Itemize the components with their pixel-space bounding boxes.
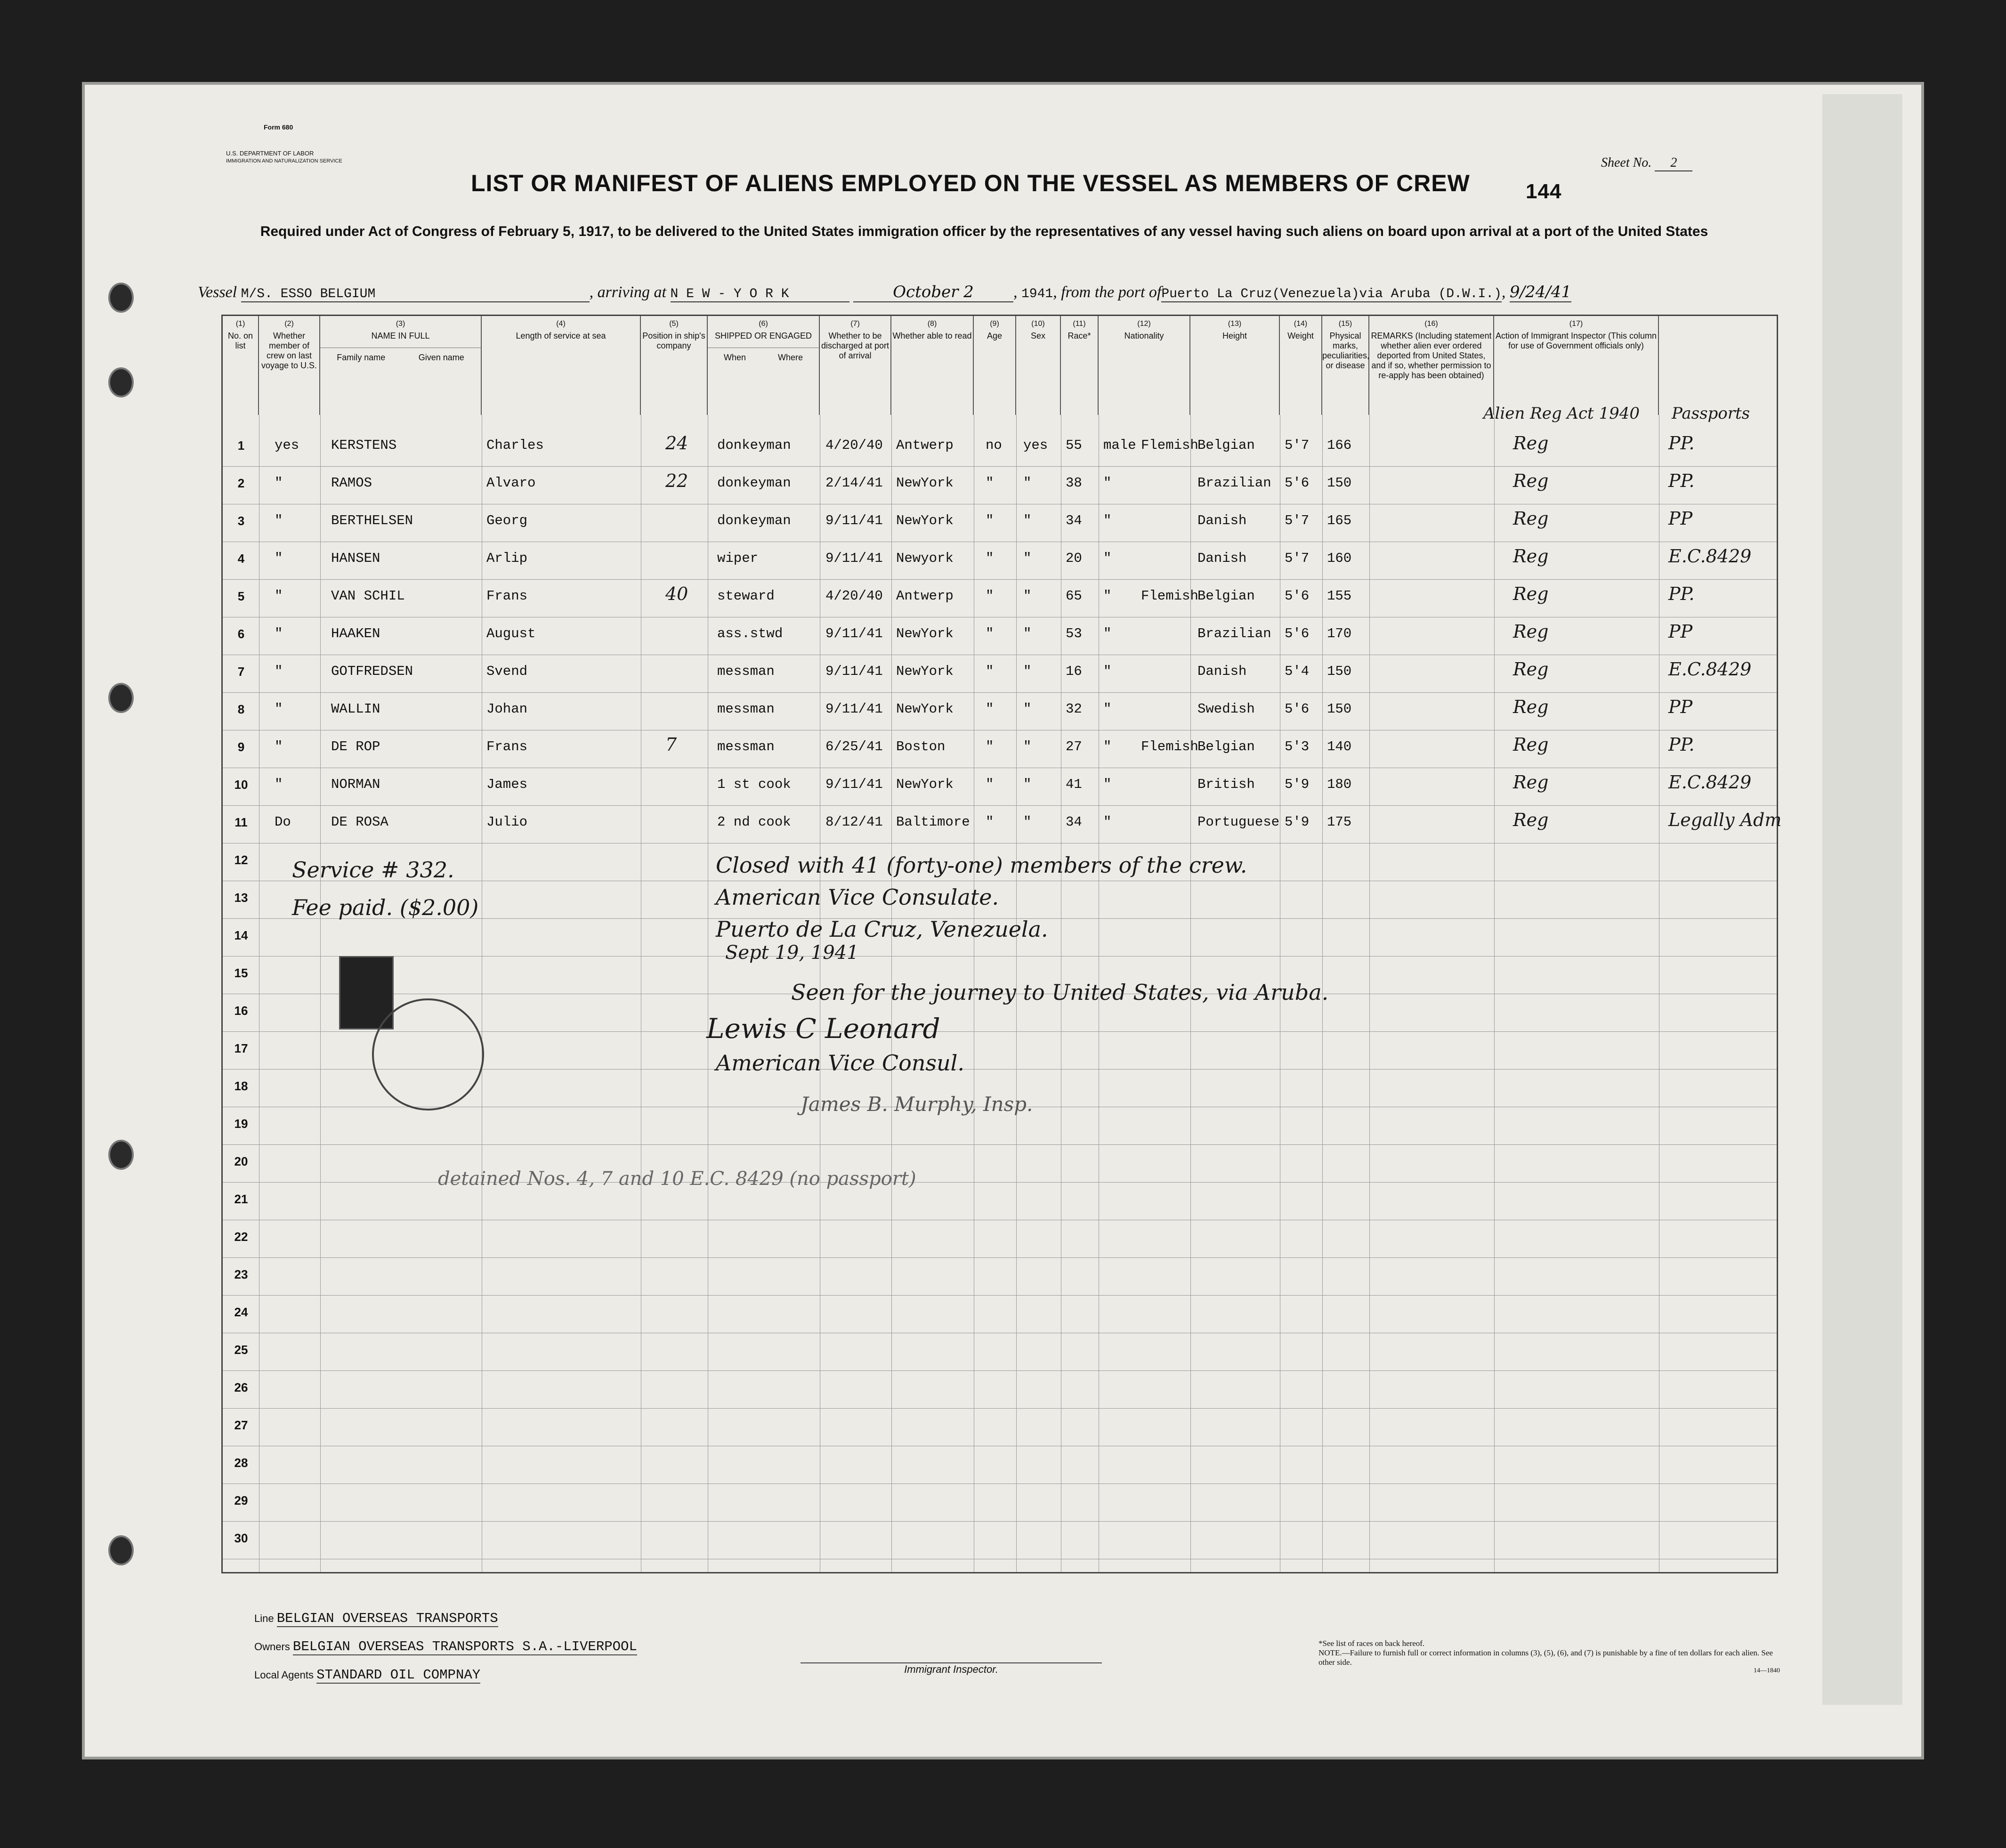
cell-sex: " xyxy=(1103,475,1112,491)
row-number: 16 xyxy=(234,1004,248,1018)
hw-seen: Seen for the journey to United States, via Aruba. xyxy=(791,980,1329,1005)
column-header: (3) NAME IN FULL Family name Given name xyxy=(320,316,482,415)
cell-last-voyage: " xyxy=(275,513,283,528)
cell-when: 9/11/41 xyxy=(825,664,883,679)
row-number: 2 xyxy=(237,476,245,490)
cell-weight: 140 xyxy=(1327,739,1352,754)
cell-given: Alvaro xyxy=(486,475,536,491)
cell-sex: " xyxy=(1103,777,1112,792)
hw-inspector-signature: James B. Murphy, Insp. xyxy=(801,1093,1033,1116)
cell-when: 2/14/41 xyxy=(825,475,883,491)
service-name: IMMIGRATION AND NATURALIZATION SERVICE xyxy=(226,158,342,164)
cell-sex: male xyxy=(1103,438,1136,453)
page-number: 144 xyxy=(1526,180,1562,203)
cell-age: 16 xyxy=(1066,664,1082,679)
cell-discharged: " xyxy=(986,475,994,491)
cell-last-voyage: " xyxy=(275,588,283,604)
cell-action: E.C.8429 xyxy=(1668,546,1752,567)
cell-given: Frans xyxy=(486,588,528,604)
crew-row xyxy=(223,693,1777,730)
row-number: 19 xyxy=(234,1117,248,1131)
cell-discharged: " xyxy=(986,513,994,528)
binder-hole xyxy=(108,283,134,313)
cell-nationality: Danish xyxy=(1197,551,1247,566)
cell-family: BERTHELSEN xyxy=(331,513,413,528)
cell-when: 9/11/41 xyxy=(825,777,883,792)
page-title: LIST OR MANIFEST OF ALIENS EMPLOYED ON THE VESSEL AS MEMBERS OF CREW xyxy=(471,170,1470,196)
row-number: 20 xyxy=(234,1154,248,1168)
cell-family: GOTFREDSEN xyxy=(331,664,413,679)
cell-sex: " xyxy=(1103,551,1112,566)
cell-age: 32 xyxy=(1066,701,1082,717)
cell-discharged: " xyxy=(986,777,994,792)
row-number: 13 xyxy=(234,891,248,905)
row-number: 23 xyxy=(234,1267,248,1281)
cell-given: Charles xyxy=(486,438,544,453)
crew-row xyxy=(223,655,1777,693)
cell-sex: " xyxy=(1103,513,1112,528)
cell-read: " xyxy=(1023,814,1032,830)
row-number: 14 xyxy=(234,928,248,942)
cell-remarks: Reg xyxy=(1513,433,1549,454)
cell-race: Flemish xyxy=(1141,438,1198,453)
crew-table xyxy=(221,315,1782,1573)
cell-height: 5'9 xyxy=(1285,777,1310,792)
cell-sex: " xyxy=(1103,814,1112,830)
cell-when: 9/11/41 xyxy=(825,626,883,641)
cell-remarks: Reg xyxy=(1513,697,1549,717)
cell-discharged: " xyxy=(986,626,994,641)
column-header: (7) Whether to be discharged at port of arrival xyxy=(820,316,891,415)
cell-given: Georg xyxy=(486,513,528,528)
form-number: Form 680 xyxy=(264,123,293,131)
cell-nationality: Brazilian xyxy=(1197,475,1271,491)
cell-action: PP xyxy=(1668,508,1693,529)
cell-race: Flemish xyxy=(1141,588,1198,604)
cell-last-voyage: " xyxy=(275,551,283,566)
cell-weight: 166 xyxy=(1327,438,1352,453)
hw-consul-title: American Vice Consul. xyxy=(716,1050,965,1076)
cell-height: 5'7 xyxy=(1285,438,1310,453)
crew-row xyxy=(223,806,1782,843)
cell-remarks: Reg xyxy=(1513,621,1549,642)
row-number: 26 xyxy=(234,1380,248,1394)
hw-detained-note: detained Nos. 4, 7 and 10 E.C. 8429 (no passport) xyxy=(438,1168,916,1190)
sheet-edge xyxy=(1822,94,1902,1705)
cell-sex: " xyxy=(1103,588,1112,604)
column-header: (11) Race* xyxy=(1061,316,1099,415)
column-header: (15) Physical marks, peculiarities, or disease xyxy=(1322,316,1369,415)
row-number: 15 xyxy=(234,966,248,980)
cell-read: " xyxy=(1023,551,1032,566)
inspector-label: Immigrant Inspector. xyxy=(801,1662,1102,1676)
cell-given: James xyxy=(486,777,528,792)
cell-given: Arlip xyxy=(486,551,528,566)
remarks-header-note: Alien Reg Act 1940 xyxy=(1483,404,1640,423)
column-header: (2) Whether member of crew on last voyage to U.S. xyxy=(259,316,320,415)
cell-given: Julio xyxy=(486,814,528,830)
cell-where: NewYork xyxy=(896,664,954,679)
cell-when: 9/11/41 xyxy=(825,551,883,566)
row-number: 5 xyxy=(237,589,245,603)
row-number: 4 xyxy=(237,551,245,566)
column-header: (1) No. on list xyxy=(223,316,259,415)
cell-family: VAN SCHIL xyxy=(331,588,405,604)
cell-when: 6/25/41 xyxy=(825,739,883,754)
cell-read: " xyxy=(1023,664,1032,679)
cell-read: " xyxy=(1023,701,1032,717)
cell-age: 55 xyxy=(1066,438,1082,453)
cell-position: steward xyxy=(717,588,775,604)
cell-age: 53 xyxy=(1066,626,1082,641)
cell-given: Frans xyxy=(486,739,528,754)
column-header: (10) Sex xyxy=(1016,316,1061,415)
cell-when: 4/20/40 xyxy=(825,438,883,453)
cell-last-voyage: yes xyxy=(275,438,299,453)
crew-row xyxy=(223,467,1777,504)
cell-weight: 150 xyxy=(1327,701,1352,717)
cell-read: " xyxy=(1023,777,1032,792)
cell-service: 7 xyxy=(665,734,677,755)
row-number: 3 xyxy=(237,514,245,528)
cell-sex: " xyxy=(1103,739,1112,754)
cell-weight: 175 xyxy=(1327,814,1352,830)
hw-signature: Lewis C Leonard xyxy=(706,1013,940,1045)
cell-last-voyage: " xyxy=(275,664,283,679)
crew-row xyxy=(223,429,1777,467)
row-number: 24 xyxy=(234,1305,248,1319)
row-number: 11 xyxy=(235,815,248,829)
cell-last-voyage: " xyxy=(275,739,283,754)
cell-read: " xyxy=(1023,475,1032,491)
cell-nationality: Portuguese xyxy=(1197,814,1280,830)
column-header: (16) REMARKS (Including statement whether alien ever ordered deported from United States, and if so, whether permission to re-apply has been obtained) xyxy=(1369,316,1494,415)
vessel-name: M/S. ESSO BELGIUM xyxy=(241,287,590,302)
consulate-seal xyxy=(372,998,484,1110)
row-number: 17 xyxy=(234,1041,248,1055)
cell-last-voyage: " xyxy=(275,626,283,641)
cell-weight: 155 xyxy=(1327,588,1352,604)
footer-line: Line BELGIAN OVERSEAS TRANSPORTS xyxy=(254,1611,498,1626)
cell-where: NewYork xyxy=(896,777,954,792)
cell-where: NewYork xyxy=(896,475,954,491)
cell-age: 27 xyxy=(1066,739,1082,754)
cell-age: 65 xyxy=(1066,588,1082,604)
column-header: (14) Weight xyxy=(1280,316,1322,415)
column-header: (6) SHIPPED OR ENGAGED When Where xyxy=(708,316,820,415)
row-number: 18 xyxy=(234,1079,248,1093)
cell-family: KERSTENS xyxy=(331,438,397,453)
crew-row xyxy=(223,730,1777,768)
cell-weight: 160 xyxy=(1327,551,1352,566)
cell-family: DE ROP xyxy=(331,739,380,754)
empty-row xyxy=(223,1446,1777,1484)
cell-service: 22 xyxy=(665,470,688,491)
cell-height: 5'9 xyxy=(1285,814,1310,830)
cell-last-voyage: " xyxy=(275,777,283,792)
cell-discharged: no xyxy=(986,438,1002,453)
cell-given: Svend xyxy=(486,664,528,679)
cell-discharged: " xyxy=(986,551,994,566)
cell-when: 9/11/41 xyxy=(825,513,883,528)
footer-owners: Owners BELGIAN OVERSEAS TRANSPORTS S.A.-LIVERPOOL xyxy=(254,1639,637,1654)
empty-row xyxy=(223,1220,1777,1258)
cell-weight: 165 xyxy=(1327,513,1352,528)
cell-family: WALLIN xyxy=(331,701,380,717)
hw-fee: Fee paid. ($2.00) xyxy=(292,895,479,920)
row-number: 27 xyxy=(234,1418,248,1432)
cell-family: DE ROSA xyxy=(331,814,388,830)
cell-action: PP xyxy=(1668,621,1693,642)
hw-date: Sept 19, 1941 xyxy=(725,942,859,964)
empty-row xyxy=(223,1296,1777,1333)
row-number: 1 xyxy=(237,438,245,453)
crew-row xyxy=(223,504,1777,542)
row-number: 7 xyxy=(237,665,245,679)
cell-height: 5'4 xyxy=(1285,664,1310,679)
cell-sex: " xyxy=(1103,701,1112,717)
cell-family: NORMAN xyxy=(331,777,380,792)
cell-read: " xyxy=(1023,588,1032,604)
cell-age: 34 xyxy=(1066,513,1082,528)
crew-row xyxy=(223,542,1777,580)
arrival-port: N E W - Y O R K xyxy=(671,287,849,302)
cell-remarks: Reg xyxy=(1513,508,1549,529)
column-header: (8) Whether able to read xyxy=(891,316,974,415)
cell-read: yes xyxy=(1023,438,1048,453)
cell-action: PP. xyxy=(1668,433,1695,454)
row-number: 8 xyxy=(237,702,245,716)
department: U.S. DEPARTMENT OF LABOR xyxy=(226,150,314,157)
cell-position: 2 nd cook xyxy=(717,814,791,830)
cell-sex: " xyxy=(1103,626,1112,641)
cell-position: ass.stwd xyxy=(717,626,783,641)
cell-height: 5'6 xyxy=(1285,626,1310,641)
row-number: 9 xyxy=(237,740,245,754)
cell-position: donkeyman xyxy=(717,438,791,453)
cell-last-voyage: Do xyxy=(275,814,291,830)
footer-agents: Local Agents STANDARD OIL COMPNAY xyxy=(254,1667,481,1683)
column-header: (9) Age xyxy=(974,316,1016,415)
cell-nationality: Danish xyxy=(1197,664,1247,679)
cell-sex: " xyxy=(1103,664,1112,679)
cell-action: PP. xyxy=(1668,734,1695,755)
arrival-year: 1941 xyxy=(1021,287,1053,301)
cell-discharged: " xyxy=(986,664,994,679)
cell-last-voyage: " xyxy=(275,701,283,717)
cell-where: Antwerp xyxy=(896,438,954,453)
cell-discharged: " xyxy=(986,739,994,754)
cell-family: HAAKEN xyxy=(331,626,380,641)
cell-service: 40 xyxy=(665,584,688,604)
cell-read: " xyxy=(1023,739,1032,754)
hw-service: Service # 332. xyxy=(292,857,454,883)
cell-last-voyage: " xyxy=(275,475,283,491)
cell-family: HANSEN xyxy=(331,551,380,566)
cell-family: RAMOS xyxy=(331,475,372,491)
cell-where: Antwerp xyxy=(896,588,954,604)
cell-where: Baltimore xyxy=(896,814,970,830)
cell-weight: 150 xyxy=(1327,664,1352,679)
cell-height: 5'7 xyxy=(1285,551,1310,566)
vessel-line: Vessel M/S. ESSO BELGIUM , arriving at N E W - Y O R K October 2 , 1941, from the port ofPuerto La Cruz(Venezuela)via Aruba (D.W.I.), 9/24/41 xyxy=(198,283,1571,301)
cell-remarks: Reg xyxy=(1513,734,1549,755)
cell-action: E.C.8429 xyxy=(1668,659,1752,680)
cell-when: 8/12/41 xyxy=(825,814,883,830)
cell-remarks: Reg xyxy=(1513,546,1549,567)
hw-place: Puerto de La Cruz, Venezuela. xyxy=(716,916,1048,942)
hw-consulate: American Vice Consulate. xyxy=(716,884,999,910)
row-number: 25 xyxy=(234,1343,248,1357)
crew-row xyxy=(223,617,1777,655)
cell-read: " xyxy=(1023,513,1032,528)
row-number: 21 xyxy=(234,1192,248,1206)
cell-position: wiper xyxy=(717,551,759,566)
column-header: (4) Length of service at sea xyxy=(482,316,641,415)
cell-position: 1 st cook xyxy=(717,777,791,792)
row-number: 30 xyxy=(234,1531,248,1545)
cell-where: NewYork xyxy=(896,701,954,717)
cell-when: 4/20/40 xyxy=(825,588,883,604)
cell-action: E.C.8429 xyxy=(1668,772,1752,793)
cell-nationality: British xyxy=(1197,777,1255,792)
row-number: 29 xyxy=(234,1493,248,1508)
cell-weight: 180 xyxy=(1327,777,1352,792)
crew-row xyxy=(223,768,1777,806)
cell-height: 5'6 xyxy=(1285,588,1310,604)
row-number: 12 xyxy=(234,853,248,867)
cell-height: 5'6 xyxy=(1285,475,1310,491)
cell-height: 5'7 xyxy=(1285,513,1310,528)
cell-position: messman xyxy=(717,664,775,679)
footer-note: *See list of races on back hereof. NOTE.—Failure to furnish full or correct information in columns (3), (5), (6), and (7) is punishable by a fine of ten dollars for each alien. See other side. 14—1840 xyxy=(1318,1639,1780,1674)
cell-weight: 170 xyxy=(1327,626,1352,641)
column-header: (13) Height xyxy=(1190,316,1280,415)
cell-remarks: Reg xyxy=(1513,810,1549,830)
form-subtitle: Required under Act of Congress of February 5, 1917, to be delivered to the United States immigration officer by the representatives of any vessel having such aliens on board upon arrival at a port of the United States xyxy=(260,224,1708,239)
cell-position: messman xyxy=(717,701,775,717)
empty-row xyxy=(223,1484,1777,1522)
cell-nationality: Brazilian xyxy=(1197,626,1271,641)
cell-nationality: Belgian xyxy=(1197,438,1255,453)
cell-nationality: Belgian xyxy=(1197,739,1255,754)
departure-date: 9/24/41 xyxy=(1509,283,1571,301)
column-header: (5) Position in ship's company xyxy=(641,316,708,415)
row-number: 28 xyxy=(234,1456,248,1470)
action-header-note: Passports xyxy=(1672,404,1750,423)
cell-race: Flemish xyxy=(1141,739,1198,754)
sheet-number: Sheet No. 2 xyxy=(1601,155,1692,171)
cell-position: messman xyxy=(717,739,775,754)
cell-discharged: " xyxy=(986,814,994,830)
cell-position: donkeyman xyxy=(717,475,791,491)
cell-age: 34 xyxy=(1066,814,1082,830)
cell-nationality: Belgian xyxy=(1197,588,1255,604)
cell-given: August xyxy=(486,626,536,641)
cell-action: Legally Adm xyxy=(1668,810,1782,830)
cell-read: " xyxy=(1023,626,1032,641)
row-number: 10 xyxy=(234,778,248,792)
arrival-date: October 2 xyxy=(853,283,1013,302)
cell-age: 20 xyxy=(1066,551,1082,566)
binder-hole xyxy=(108,1535,134,1565)
cell-remarks: Reg xyxy=(1513,772,1549,793)
binder-hole xyxy=(108,683,134,713)
cell-age: 41 xyxy=(1066,777,1082,792)
empty-row xyxy=(223,1371,1777,1409)
cell-where: Newyork xyxy=(896,551,954,566)
cell-remarks: Reg xyxy=(1513,584,1549,604)
empty-row xyxy=(223,1522,1777,1559)
cell-weight: 150 xyxy=(1327,475,1352,491)
cell-height: 5'3 xyxy=(1285,739,1310,754)
row-number: 6 xyxy=(237,627,245,641)
cell-given: Johan xyxy=(486,701,528,717)
cell-age: 38 xyxy=(1066,475,1082,491)
cell-discharged: " xyxy=(986,588,994,604)
from-port: Puerto La Cruz(Venezuela)via Aruba (D.W.I.) xyxy=(1161,287,1502,301)
hw-closed: Closed with 41 (forty-one) members of the crew. xyxy=(716,852,1247,878)
cell-where: NewYork xyxy=(896,513,954,528)
cell-action: PP. xyxy=(1668,470,1695,491)
cell-remarks: Reg xyxy=(1513,659,1549,680)
column-header: (17) Action of Immigrant Inspector (This column for use of Government officials only) xyxy=(1494,316,1659,415)
cell-where: Boston xyxy=(896,739,946,754)
cell-nationality: Swedish xyxy=(1197,701,1255,717)
cell-discharged: " xyxy=(986,701,994,717)
cell-height: 5'6 xyxy=(1285,701,1310,717)
binder-hole xyxy=(108,1140,134,1170)
cell-action: PP. xyxy=(1668,584,1695,604)
column-header: (12) Nationality xyxy=(1099,316,1190,415)
cell-nationality: Danish xyxy=(1197,513,1247,528)
cell-when: 9/11/41 xyxy=(825,701,883,717)
cell-service: 24 xyxy=(665,433,688,454)
cell-remarks: Reg xyxy=(1513,470,1549,491)
empty-row xyxy=(223,1258,1777,1296)
cell-where: NewYork xyxy=(896,626,954,641)
empty-row xyxy=(223,1409,1777,1446)
empty-row xyxy=(223,1333,1777,1371)
binder-hole xyxy=(108,367,134,397)
row-number: 22 xyxy=(234,1230,248,1244)
crew-row xyxy=(223,580,1777,617)
cell-action: PP xyxy=(1668,697,1693,717)
cell-position: donkeyman xyxy=(717,513,791,528)
